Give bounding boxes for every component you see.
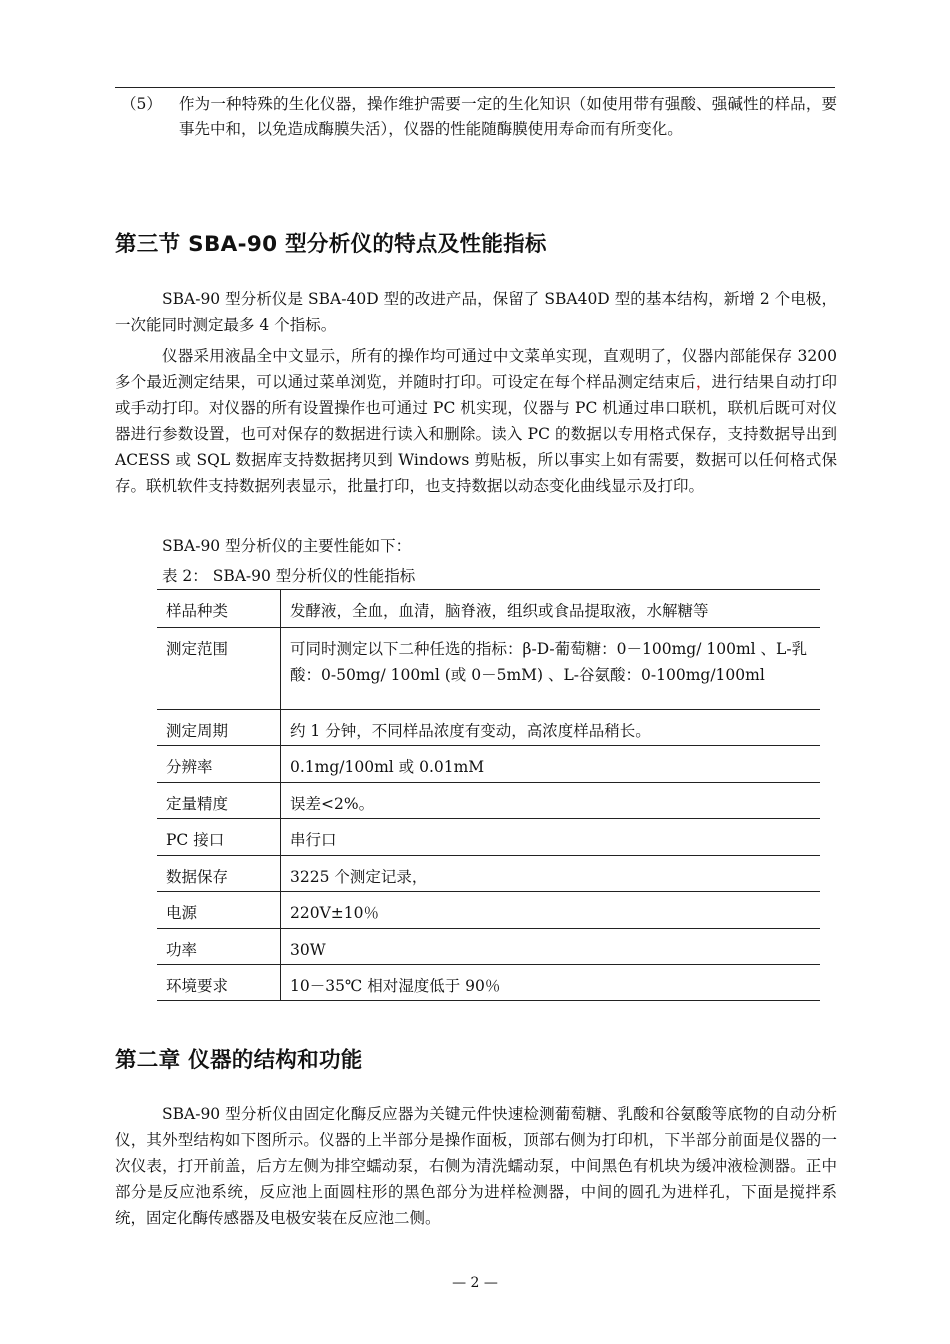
row-label: 环境要求 — [157, 965, 281, 1000]
paragraph-text: 仪器采用液晶全中文显示，所有的操作均可通过中文菜单实现，直观明了，仪器内部能保存 3200 多个最近测定结果，可以通过菜单浏览，并随时打印。可设定在每个样品测定结束后 — [115, 347, 837, 391]
spec-table — [157, 590, 820, 1001]
table-row — [157, 819, 820, 856]
row-value: 0.1mg/100ml 或 0.01mM — [290, 758, 485, 776]
paragraph: SBA-90 型分析仪由固定化酶反应器为关键元件快速检测葡萄糖、乳酸和谷氨酸等底物的自动分析仪，其外型结构如下图所示。仪器的上半部分是操作面板，顶部右侧为打印机，下半部分前面是仪器的一次仪表，打开前盖，后方左侧为排空蠕动泵，右侧为清洗蠕动泵，中间黑色有机块为缓冲液检测器。正中部分是反应池系统，反应池上面圆柱形的黑色部分为进样检测器，中间的圆孔为进样孔，下面是搅拌系统，固定化酶传感器及电极安装在反应池二侧。 — [115, 1105, 837, 1227]
table-caption: 表 2： SBA-90 型分析仪的性能指标 — [162, 567, 416, 585]
row-value: 可同时测定以下二种任选的指标：β-D-葡萄糖：0－100mg/ 100ml 、L-乳酸：0-50mg/ 100ml (或 0－5mM) 、L-谷氨酸：0-100mg/100ml — [290, 640, 808, 684]
header-rule — [115, 87, 835, 88]
row-value: 串行口 — [290, 831, 337, 849]
table-row — [157, 746, 820, 783]
paragraph — [115, 343, 837, 499]
row-label: 测定范围 — [157, 628, 281, 709]
row-label: 电源 — [157, 892, 281, 928]
table-row — [157, 892, 820, 929]
row-value: 10－35℃ 相对湿度低于 90％ — [290, 977, 501, 995]
row-label: 分辨率 — [157, 746, 281, 782]
list-item-5 — [115, 92, 837, 142]
row-label: 样品种类 — [157, 590, 281, 627]
row-label: PC 接口 — [157, 819, 281, 855]
highlighted-comma: ， — [695, 373, 712, 391]
table-row — [157, 929, 820, 965]
table-row — [157, 710, 820, 746]
list-number: （5） — [121, 95, 162, 113]
table-row — [157, 856, 820, 892]
row-label: 功率 — [157, 929, 281, 964]
row-label: 测定周期 — [157, 710, 281, 745]
paragraph: SBA-90 型分析仪的主要性能如下： — [162, 537, 412, 555]
list-text: 作为一种特殊的生化仪器，操作维护需要一定的生化知识（如使用带有强酸、强碱性的样品，要事先中和，以免造成酶膜失活），仪器的性能随酶膜使用寿命而有所变化。 — [179, 95, 837, 138]
paragraph: SBA-90 型分析仪是 SBA-40D 型的改进产品，保留了 SBA40D 型的基本结构，新增 2 个电极，一次能同时测定最多 4 个指标。 — [115, 290, 837, 334]
row-value: 误差<2%。 — [290, 795, 375, 813]
paragraph-text: 进行结果自动打印或手动打印。对仪器的所有设置操作也可通过 PC 机实现，仪器与 PC 机通过串口联机，联机后既可对仪器进行参数设置，也可对保存的数据进行读入和删除。读入 PC 的数据以专用格式保存，支持数据导出到 ACESS 或 SQL 数据库支持数据拷贝到 Windows 剪贴板，所以事实上如有需要，数据可以任何格式保存。联机软件支持数据列表显示，批量打印，也支持数据以动态变化曲线显示及打印。 — [115, 373, 837, 495]
row-value: 220V±10％ — [290, 904, 379, 922]
table-row — [157, 783, 820, 819]
row-label: 数据保存 — [157, 856, 281, 891]
page-number: — 2 — — [452, 1275, 498, 1291]
table-row — [157, 628, 820, 710]
table-row — [157, 590, 820, 628]
chapter-heading: 第二章 仪器的结构和功能 — [115, 1048, 363, 1073]
section-heading: 第三节 SBA-90 型分析仪的特点及性能指标 — [115, 232, 547, 257]
table-row — [157, 965, 820, 1001]
row-label: 定量精度 — [157, 783, 281, 818]
row-value: 30W — [290, 941, 326, 959]
row-value: 3225 个测定记录， — [290, 868, 428, 886]
row-value: 发酵液，全血，血清，脑脊液，组织或食品提取液，水解糖等 — [290, 602, 709, 620]
row-value: 约 1 分钟，不同样品浓度有变动，高浓度样品稍长。 — [290, 722, 651, 740]
